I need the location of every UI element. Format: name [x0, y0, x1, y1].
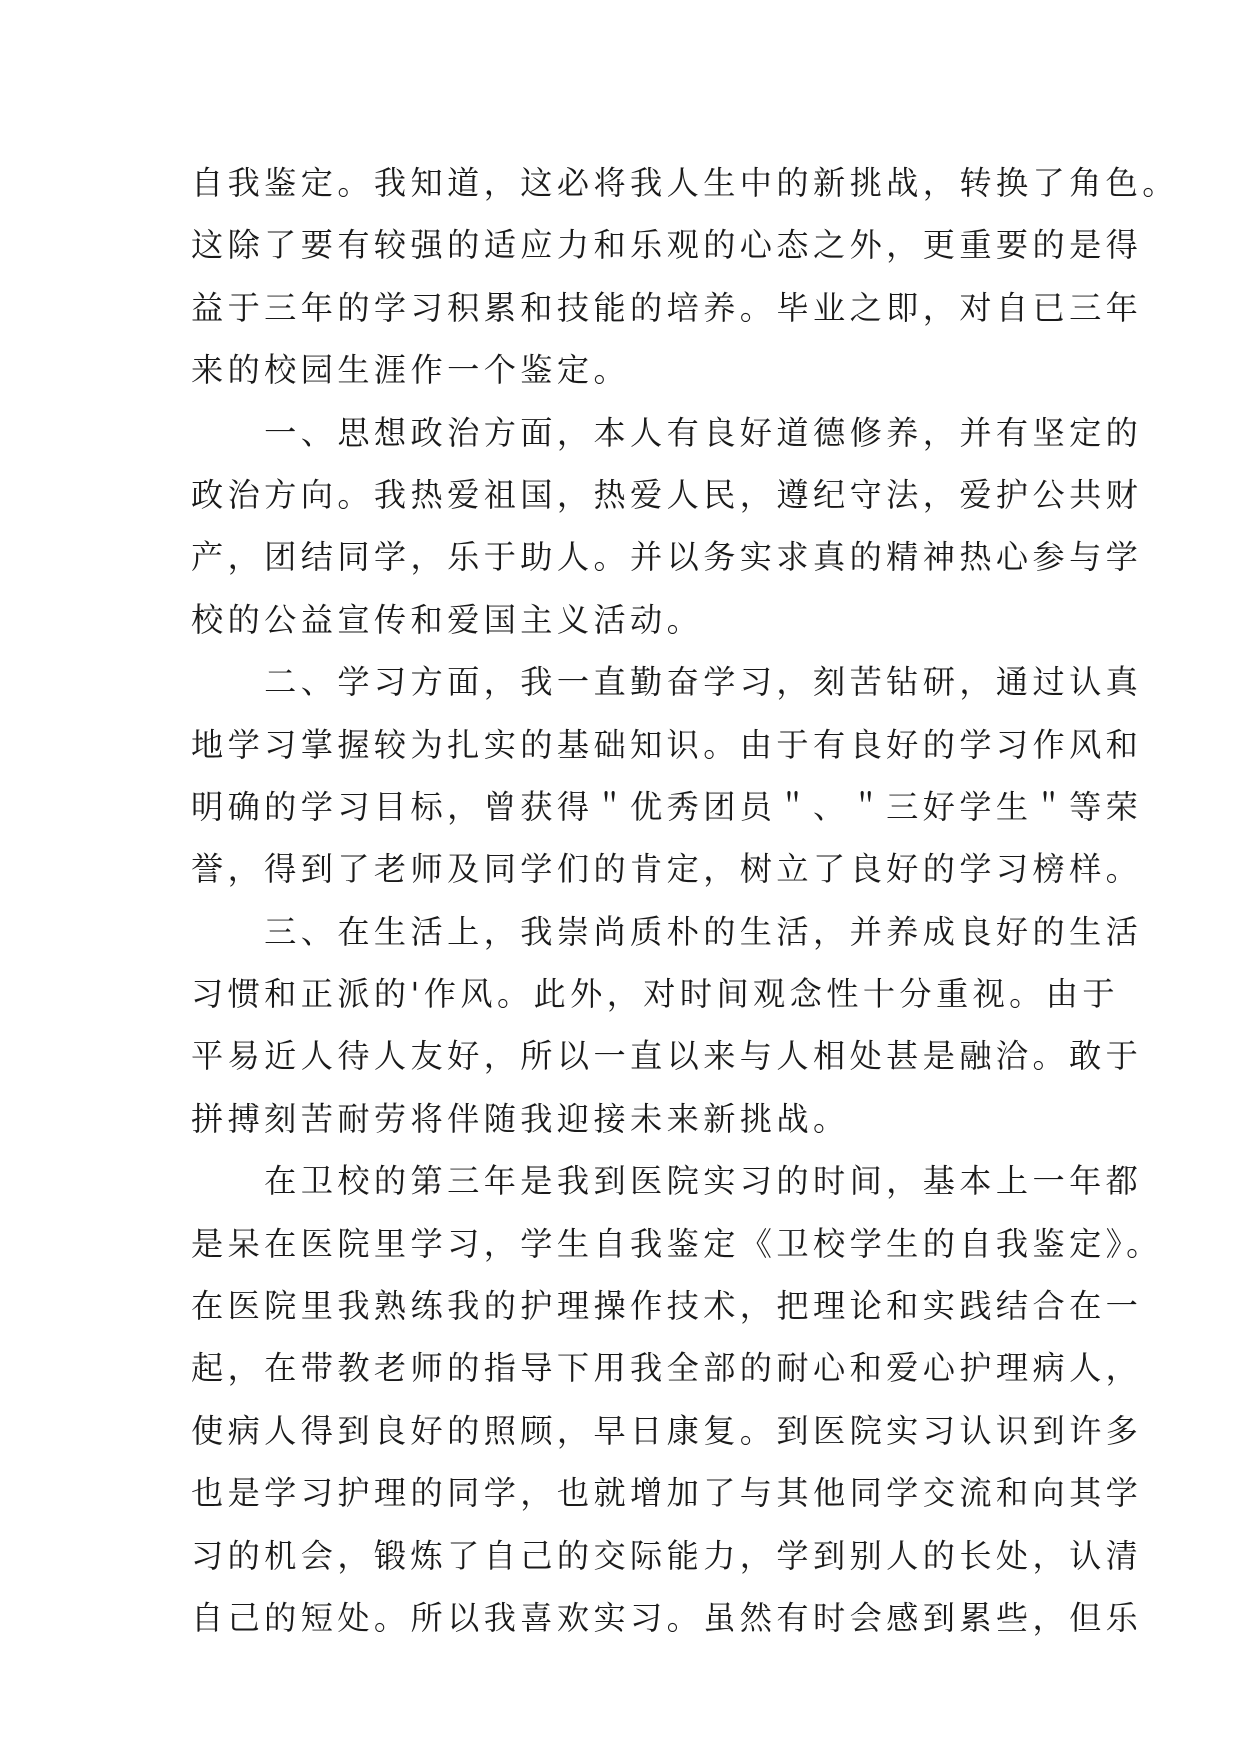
text-line: 誉，得到了老师及同学们的肯定，树立了良好的学习榜样。: [191, 850, 1143, 889]
text-line: 习的机会，锻炼了自己的交际能力，学到别人的长处，认清: [191, 1536, 1143, 1575]
text-line: 平易近人待人友好，所以一直以来与人相处甚是融洽。敢于: [191, 1037, 1143, 1076]
text-line: 三、在生活上，我崇尚质朴的生活，并养成良好的生活: [191, 912, 1143, 951]
text-line: 在卫校的第三年是我到医院实习的时间，基本上一年都: [191, 1162, 1143, 1201]
text-line: 校的公益宣传和爱国主义活动。: [191, 600, 704, 639]
text-line: 是呆在医院里学习，学生自我鉴定《卫校学生的自我鉴定》。: [191, 1224, 1163, 1263]
text-line: 这除了要有较强的适应力和乐观的心态之外，更重要的是得: [191, 226, 1143, 265]
text-line: 明确的学习目标，曾获得＂优秀团员＂、＂三好学生＂等荣: [191, 787, 1143, 826]
text-line: 来的校园生涯作一个鉴定。: [191, 351, 631, 390]
body-text: [191, 152, 1179, 1649]
text-line: 二、学习方面，我一直勤奋学习，刻苦钻研，通过认真: [191, 663, 1143, 702]
text-line: 自我鉴定。我知道，这必将我人生中的新挑战，转换了角色。: [191, 164, 1179, 202]
text-line: 也是学习护理的同学，也就增加了与其他同学交流和向其学: [191, 1474, 1143, 1513]
text-line: 在医院里我熟练我的护理操作技术，把理论和实践结合在一: [191, 1287, 1143, 1326]
text-line: 使病人得到良好的照顾，早日康复。到医院实习认识到许多: [191, 1411, 1143, 1450]
text-line: 地学习掌握较为扎实的基础知识。由于有良好的学习作风和: [191, 725, 1143, 764]
text-line: 产，团结同学，乐于助人。并以务实求真的精神热心参与学: [191, 538, 1143, 577]
text-line: 自己的短处。所以我喜欢实习。虽然有时会感到累些，但乐: [191, 1598, 1143, 1637]
text-line: 益于三年的学习积累和技能的培养。毕业之即，对自已三年: [191, 288, 1143, 327]
text-line: 一、思想政治方面，本人有良好道德修养，并有坚定的: [191, 413, 1143, 452]
text-line: 拼搏刻苦耐劳将伴随我迎接未来新挑战。: [191, 1099, 850, 1138]
text-line: 习惯和正派的'作风。此外，对时间观念性十分重视。由于: [191, 975, 1119, 1014]
text-line: 起，在带教老师的指导下用我全部的耐心和爱心护理病人，: [191, 1349, 1143, 1388]
text-line: 政治方向。我热爱祖国，热爱人民，遵纪守法，爱护公共财: [191, 475, 1143, 514]
